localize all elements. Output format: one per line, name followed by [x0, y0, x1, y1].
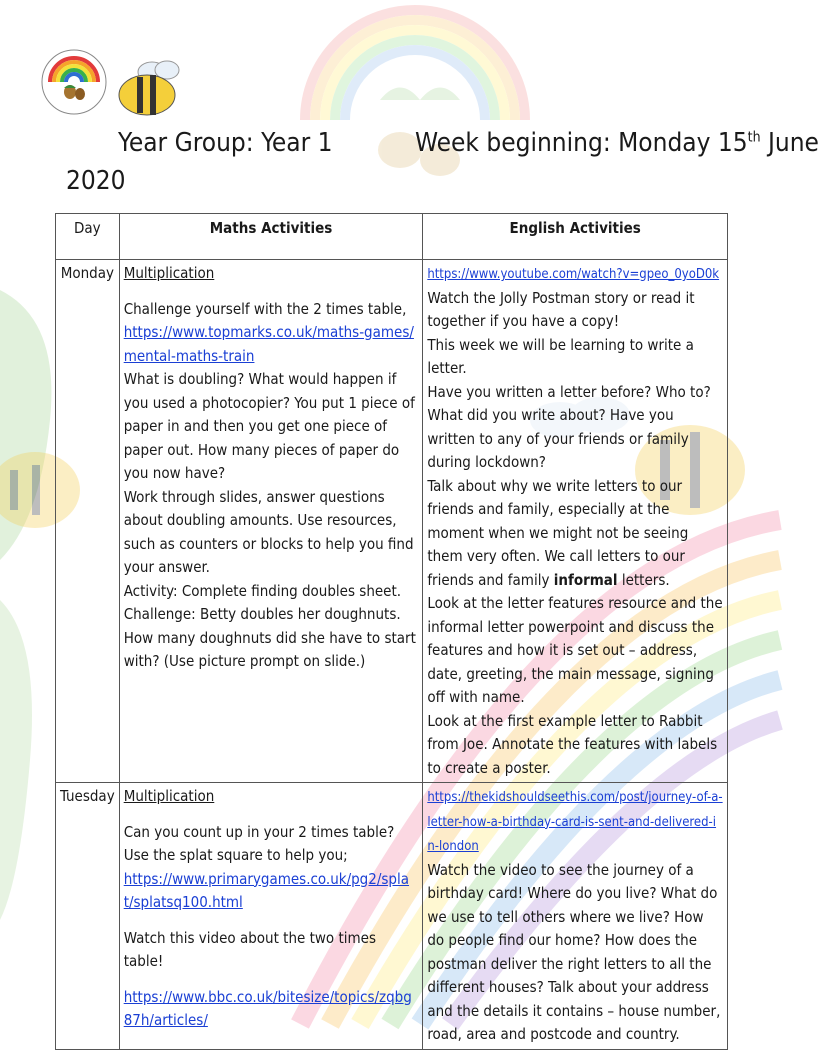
maths-text: Work through slides, answer questions about doubling amounts. Use resources, such as counters or blocks to help you find your answer.: [123, 487, 414, 576]
activities-table: [55, 213, 728, 1050]
table-row-tuesday: [56, 783, 728, 1050]
maths-cell: [119, 260, 423, 783]
maths-text: Can you count up in your 2 times table? Use the splat square to help you;: [123, 822, 395, 864]
maths-title: Multiplication: [123, 787, 215, 805]
table-header-row: [56, 214, 728, 260]
english-link[interactable]: https://www.youtube.com/watch?v=gpeo_0yoD0k: [427, 267, 720, 282]
header-english: English Activities: [423, 214, 728, 260]
maths-text: Challenge yourself with the 2 times table,: [123, 299, 407, 318]
maths-text: Watch this video about the two times table!: [123, 928, 376, 970]
year: 2020: [66, 166, 126, 196]
maths-link[interactable]: https://www.bbc.co.uk/bitesize/topics/zqbg87h/articles/: [123, 987, 412, 1029]
header-day: Day: [56, 214, 120, 260]
english-cell: [423, 783, 728, 1050]
maths-cell: [119, 783, 423, 1050]
english-text: This week we will be learning to write a letter.: [427, 335, 694, 377]
english-text: Talk about why we write letters to our friends and family, especially at the moment when we might not be seeing them very often. We call letters to our friends and family informal letters.: [427, 476, 689, 589]
year-group: Year Group: Year 1: [118, 128, 333, 158]
english-text: Watch the video to see the journey of a birthday card! Where do you live? What do we use to tell others where we live? How do people find our home? How does the postman deliver the right letters to all the different houses? Talk about your address and the details it contains – house number, road, area and postcode and country.: [427, 860, 721, 1043]
day-cell: Monday: [56, 260, 120, 783]
english-link[interactable]: https://thekidshouldseethis.com/post/journey-of-a-letter-how-a-birthday-card-is-sent-and-delivered-in-london: [427, 790, 723, 854]
maths-link[interactable]: https://www.topmarks.co.uk/maths-games/mental-maths-train: [123, 323, 414, 365]
english-text: Look at the first example letter to Rabbit from Joe. Annotate the features with labels to create a poster.: [427, 711, 718, 777]
english-text: Watch the Jolly Postman story or read it together if you have a copy!: [427, 288, 695, 330]
bee-icon: [92, 50, 182, 120]
day-cell: Tuesday: [56, 783, 120, 1050]
maths-text: Activity: Complete finding doubles sheet.: [123, 581, 402, 600]
maths-text: What is doubling? What would happen if you used a photocopier? You put 1 piece of paper in and then you get one piece of paper out. How many pieces of paper do you now have?: [123, 370, 415, 482]
week-beginning: Week beginning: Monday 15th June: [415, 128, 819, 158]
english-text: Look at the letter features resource and the informal letter powerpoint and discuss the features and how it is set out – address, date, greeting, the main message, signing off with name.: [427, 594, 723, 706]
maths-text: Challenge: Betty doubles her doughnuts. How many doughnuts did she have to start with? (Use picture prompt on slide.): [123, 605, 416, 670]
header-maths: Maths Activities: [119, 214, 423, 260]
english-cell: [423, 260, 728, 783]
maths-title: Multiplication: [123, 264, 215, 282]
english-text: Have you written a letter before? Who to? What did you write about? Have you written to any of your friends or family during lockdown?: [427, 382, 711, 471]
table-row-monday: [56, 260, 728, 783]
maths-link[interactable]: https://www.primarygames.co.uk/pg2/splat/splatsq100.html: [123, 869, 410, 911]
